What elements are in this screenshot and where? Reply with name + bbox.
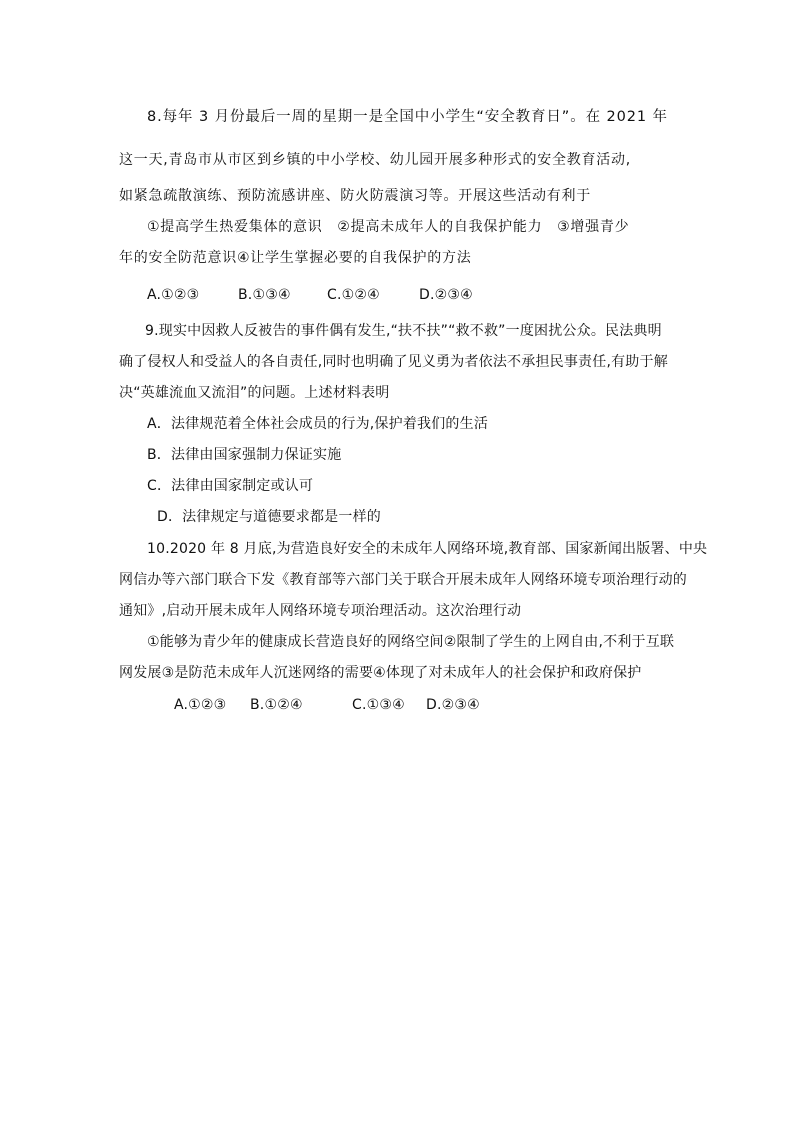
q8-stem-line-3: 如紧急疏散演练、预防流感讲座、防火防震演习等。开展这些活动有利于 bbox=[119, 188, 591, 204]
q9-stem-line-3: 决“英雄流血又流泪”的问题。上述材料表明 bbox=[119, 385, 390, 401]
q10-stem-line-3: 通知》,启动开展未成年人网络环境专项治理活动。这次治理行动 bbox=[119, 603, 522, 619]
q10-stem-line-2: 网信办等六部门联合下发《教育部等六部门关于联合开展未成年人网络环境专项治理行动的 bbox=[119, 572, 687, 588]
q8-statement-line-1: ①提高学生热爱集体的意识 ②提高未成年人的自我保护能力 ③增强青少 bbox=[147, 219, 630, 235]
q8-stem-line-1: 8.每年 3 月份最后一周的星期一是全国中小学生“安全教育日”。在 2021 年 bbox=[147, 109, 668, 125]
q8-option-a: A.①②③ bbox=[147, 287, 200, 303]
q9-option-c: C．法律由国家制定或认可 bbox=[147, 478, 314, 494]
q10-option-b: B.①②④ bbox=[250, 697, 303, 713]
q8-stem-line-2: 这一天,青岛市从市区到乡镇的中小学校、幼儿园开展多种形式的安全教育活动, bbox=[119, 152, 631, 168]
q9-stem-line-2: 确了侵权人和受益人的各自责任,同时也明确了见义勇为者依法不承担民事责任,有助于解 bbox=[119, 354, 668, 370]
q8-option-d: D.②③④ bbox=[419, 287, 473, 303]
q9-option-d: D．法律规定与道德要求都是一样的 bbox=[157, 509, 381, 525]
q8-statement-line-2: 年的安全防范意识④让学生掌握必要的自我保护的方法 bbox=[119, 250, 472, 266]
q10-option-c: C.①③④ bbox=[352, 697, 405, 713]
q10-option-d: D.②③④ bbox=[426, 697, 480, 713]
q10-stem-line-1: 10.2020 年 8 月底,为营造良好安全的未成年人网络环境,教育部、国家新闻出版署、中央 bbox=[147, 541, 708, 557]
q10-option-a: A.①②③ bbox=[174, 697, 227, 713]
q9-option-a: A．法律规范着全体社会成员的行为,保护着我们的生活 bbox=[147, 416, 489, 432]
q9-stem-line-1: 9.现实中因救人反被告的事件偶有发生,“扶不扶”“救不救”一度困扰公众。民法典明 bbox=[145, 323, 662, 339]
q9-option-b: B．法律由国家强制力保证实施 bbox=[147, 447, 342, 463]
q8-option-c: C.①②④ bbox=[327, 287, 380, 303]
q10-statement-line-1: ①能够为青少年的健康成长营造良好的网络空间②限制了学生的上网自由,不利于互联 bbox=[147, 634, 675, 650]
q10-statement-line-2: 网发展③是防范未成年人沉迷网络的需要④体现了对未成年人的社会保护和政府保护 bbox=[119, 665, 642, 681]
q8-option-b: B.①③④ bbox=[238, 287, 291, 303]
